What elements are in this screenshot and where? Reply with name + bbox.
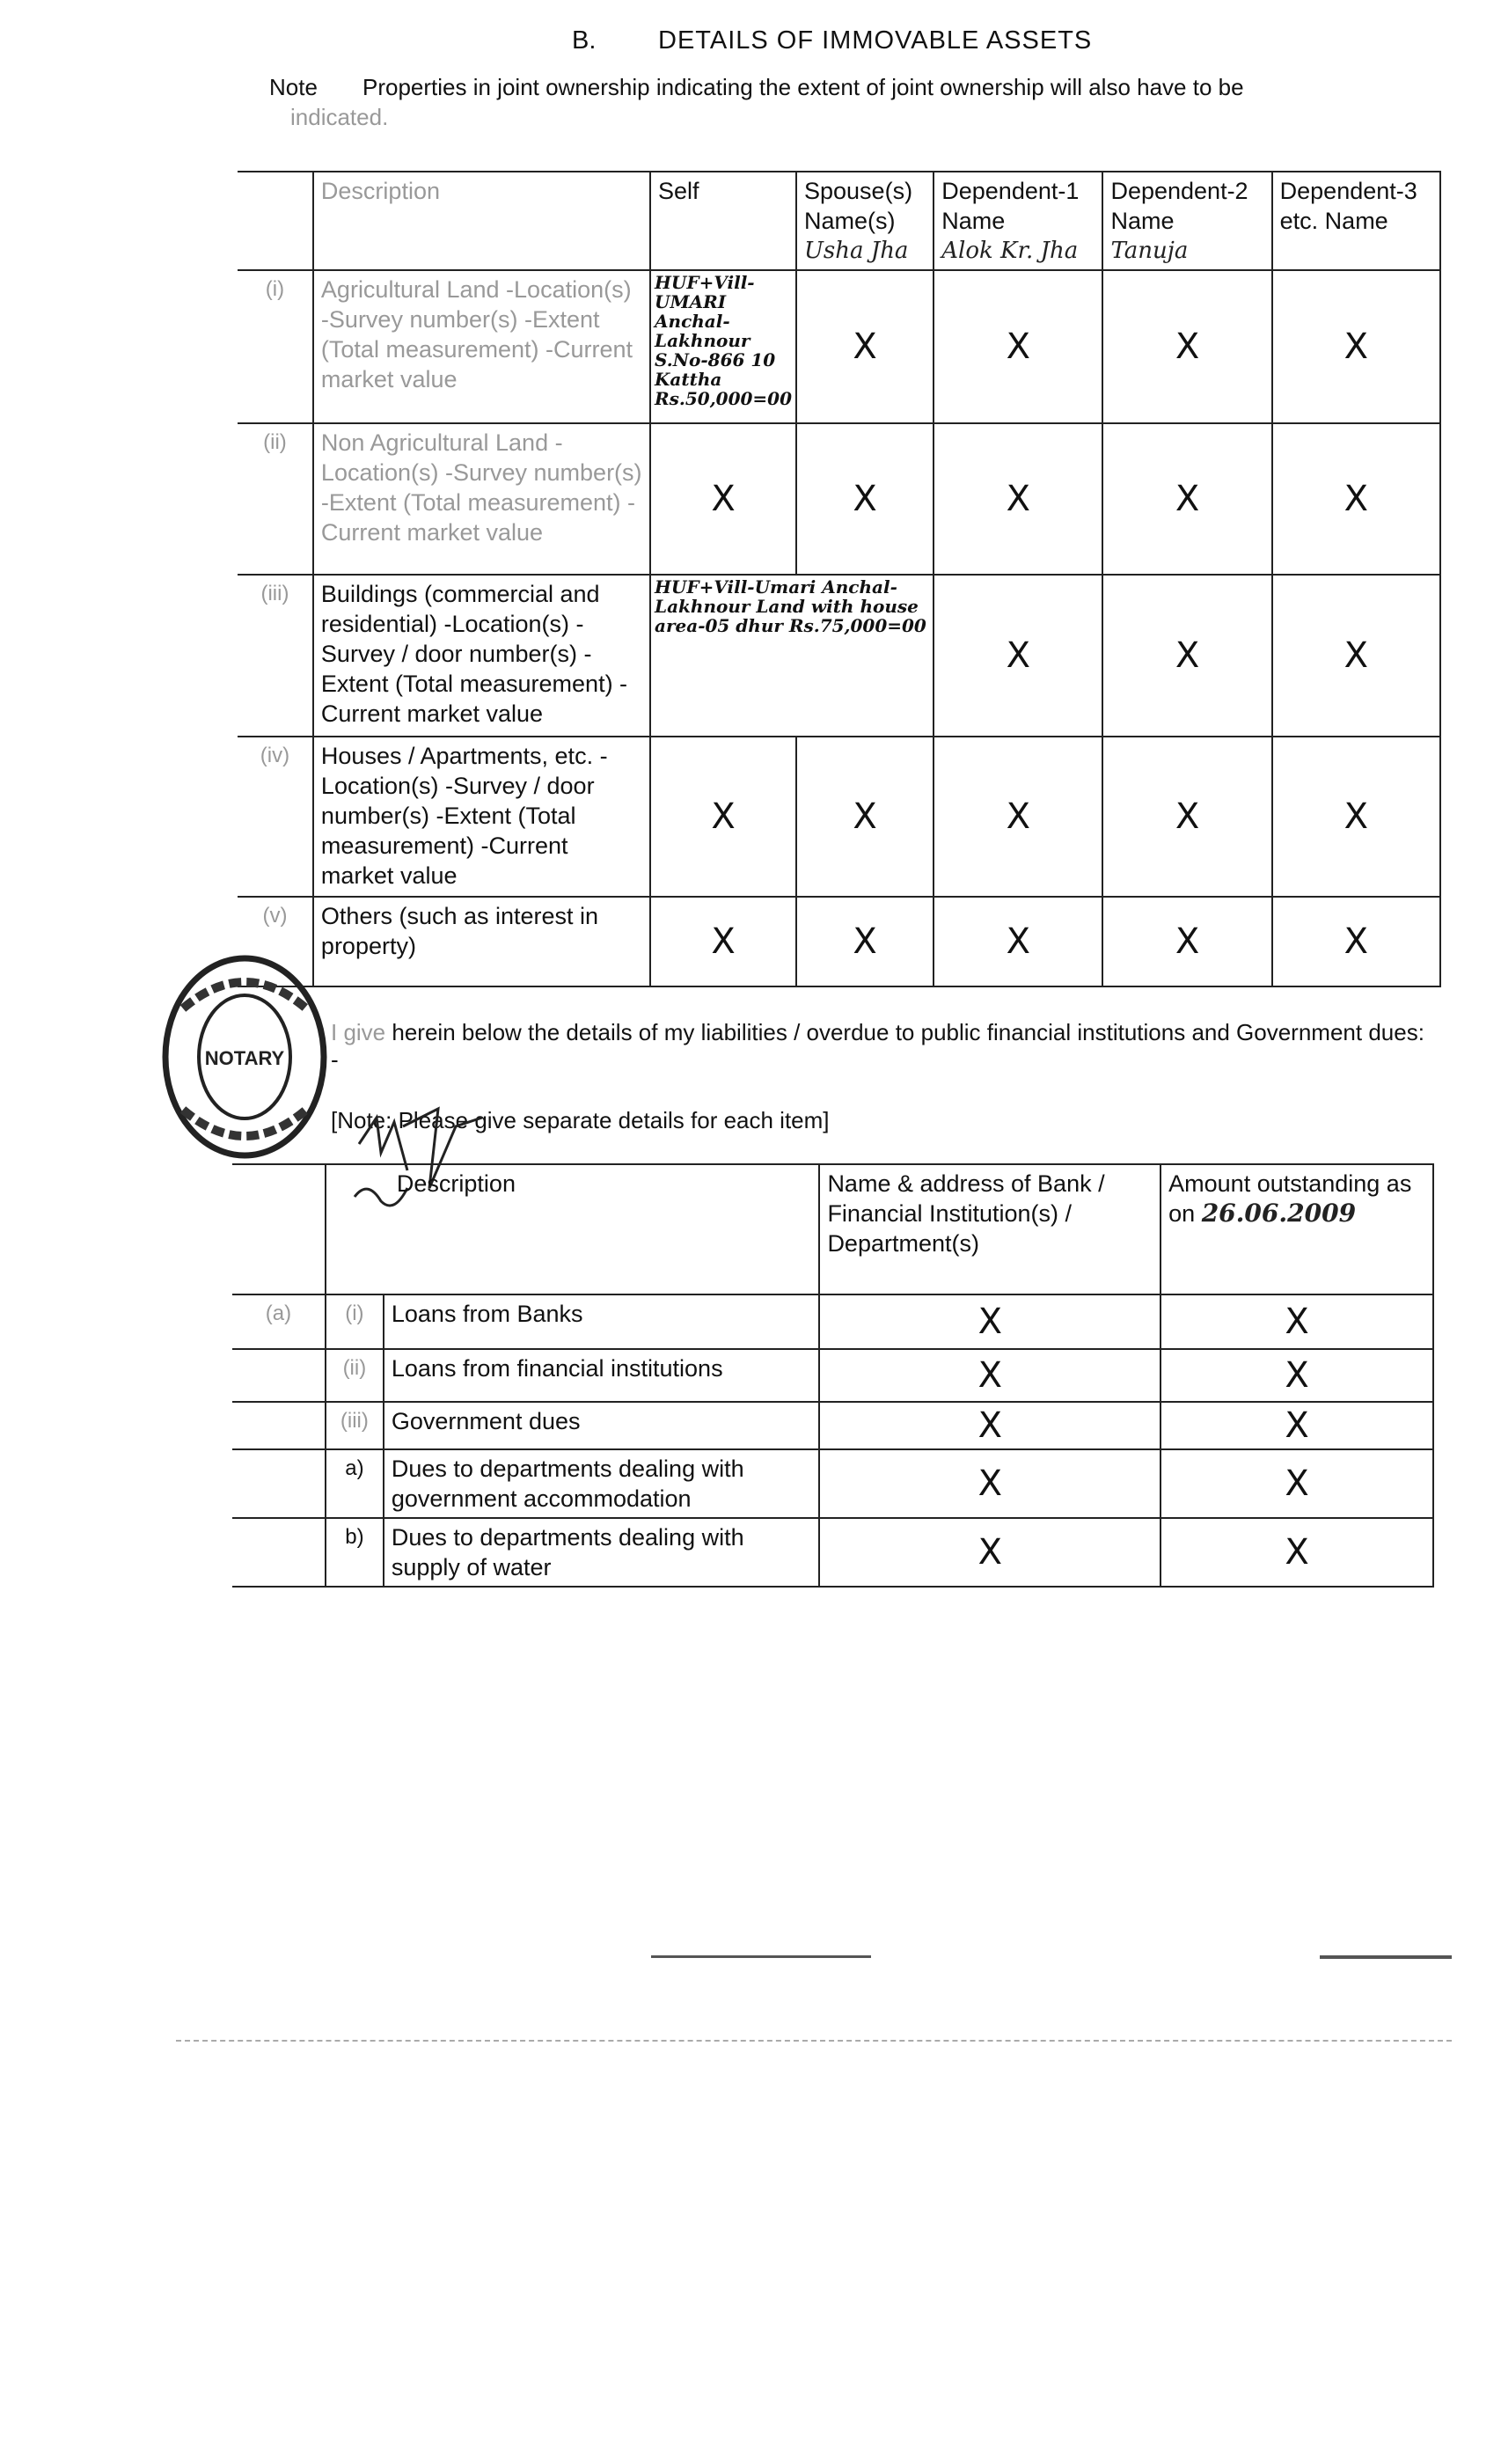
amount-mark: X xyxy=(1161,1349,1433,1402)
row-description: Loans from Banks xyxy=(384,1294,820,1349)
row-description: Dues to departments dealing with government accommodation xyxy=(384,1449,820,1518)
row-sub-number: a) xyxy=(326,1449,384,1518)
stamp-text: NOTARY xyxy=(204,1047,285,1069)
liability-row xyxy=(232,1349,1433,1402)
row-number: (v) xyxy=(238,897,313,986)
bank-mark: X xyxy=(819,1349,1161,1402)
amount-mark: X xyxy=(1161,1449,1433,1518)
dependent-2-mark: X xyxy=(1102,270,1271,423)
dependent-2-mark: X xyxy=(1102,575,1271,737)
header-description: Description xyxy=(313,172,650,270)
self-value: HUF+Vill-UMARI Anchal-Lakhnour S.No-866 10 Kattha Rs.50,000=00 xyxy=(650,270,796,423)
liabilities-intro-prefix: I give xyxy=(331,1019,386,1045)
row-number: (a) xyxy=(232,1294,326,1349)
header-dependent-3: Dependent-3 etc. Name xyxy=(1272,172,1440,270)
header-bank: Name & address of Bank / Financial Institution(s) / Department(s) xyxy=(819,1164,1161,1294)
row-sub-number: (i) xyxy=(326,1294,384,1349)
dependent-1-name: Alok Kr. Jha xyxy=(941,238,1079,264)
note-label: Note xyxy=(269,74,318,100)
amount-mark: X xyxy=(1161,1518,1433,1587)
bank-mark: X xyxy=(819,1294,1161,1349)
liability-row xyxy=(232,1518,1433,1587)
row-number: (ii) xyxy=(238,423,313,575)
liabilities-intro xyxy=(331,1019,1431,1074)
header-description: Description xyxy=(326,1164,820,1294)
assets-header-row xyxy=(238,172,1440,270)
liability-row xyxy=(232,1402,1433,1449)
dependent-3-mark: X xyxy=(1272,897,1440,986)
bank-mark: X xyxy=(819,1518,1161,1587)
amount-mark: X xyxy=(1161,1402,1433,1449)
header-dependent-2: Dependent-2 Name Tanuja xyxy=(1102,172,1271,270)
scan-artifact-line xyxy=(176,2040,1452,2042)
row-number: (iv) xyxy=(238,737,313,897)
liabilities-table xyxy=(232,1163,1434,1588)
dependent-1-mark: X xyxy=(934,270,1102,423)
row-sub-number: (ii) xyxy=(326,1349,384,1402)
row-description: Government dues xyxy=(384,1402,820,1449)
row-number: (i) xyxy=(238,270,313,423)
row-description: Others (such as interest in property) xyxy=(313,897,650,986)
amount-date: 26.06.2009 xyxy=(1201,1199,1357,1228)
dependent-2-mark: X xyxy=(1102,423,1271,575)
row-description: Non Agricultural Land -Location(s) -Survey number(s) -Extent (Total measurement) -Current market value xyxy=(313,423,650,575)
row-description: Buildings (commercial and residential) -Location(s) -Survey / door number(s) -Extent (Total measurement) -Current market value xyxy=(313,575,650,737)
asset-row-non-agricultural xyxy=(238,423,1440,575)
row-number xyxy=(232,1518,326,1587)
header-dependent-1: Dependent-1 Name Alok Kr. Jha xyxy=(934,172,1102,270)
asset-row-agricultural xyxy=(238,270,1440,423)
immovable-assets-table xyxy=(238,171,1441,987)
dependent-1-mark: X xyxy=(934,423,1102,575)
row-description: Agricultural Land -Location(s) -Survey number(s) -Extent (Total measurement) -Current market value xyxy=(313,270,650,423)
header-amount: Amount outstanding as on 26.06.2009 xyxy=(1161,1164,1433,1294)
liabilities-intro-text: herein below the details of my liabilities / overdue to public financial institutions and Government dues: - xyxy=(331,1019,1424,1073)
liabilities-note: [Note: Please give separate details for each item] xyxy=(331,1107,830,1133)
spouse-name: Usha Jha xyxy=(804,238,909,264)
self-mark: X xyxy=(650,897,796,986)
row-description: Loans from financial institutions xyxy=(384,1349,820,1402)
dependent-3-mark: X xyxy=(1272,270,1440,423)
self-mark: X xyxy=(650,423,796,575)
liability-row xyxy=(232,1294,1433,1349)
header-spouse: Spouse(s) Name(s) Usha Jha xyxy=(796,172,934,270)
row-sub-number: b) xyxy=(326,1518,384,1587)
row-number xyxy=(232,1402,326,1449)
liabilities-header-row xyxy=(232,1164,1433,1294)
row-number xyxy=(232,1449,326,1518)
self-mark: X xyxy=(650,737,796,897)
asset-row-buildings xyxy=(238,575,1440,737)
bank-mark: X xyxy=(819,1402,1161,1449)
bank-mark: X xyxy=(819,1449,1161,1518)
row-description: Dues to departments dealing with supply of water xyxy=(384,1518,820,1587)
spouse-mark: X xyxy=(796,897,934,986)
asset-row-houses xyxy=(238,737,1440,897)
dependent-1-mark: X xyxy=(934,737,1102,897)
spouse-mark: X xyxy=(796,270,934,423)
self-value: HUF+Vill-Umari Anchal-Lakhnour Land with house area-05 dhur Rs.75,000=00 xyxy=(650,575,934,737)
dependent-2-mark: X xyxy=(1102,737,1271,897)
asset-row-others xyxy=(238,897,1440,986)
liability-row xyxy=(232,1449,1433,1518)
amount-mark: X xyxy=(1161,1294,1433,1349)
dependent-3-mark: X xyxy=(1272,737,1440,897)
header-self: Self xyxy=(650,172,796,270)
note-continuation: indicated. xyxy=(290,104,389,130)
dependent-3-mark: X xyxy=(1272,423,1440,575)
note-text: Properties in joint ownership indicating the extent of joint ownership will also have to be xyxy=(362,74,1244,100)
scan-artifact-line xyxy=(651,1955,871,1958)
dependent-1-mark: X xyxy=(934,897,1102,986)
spouse-mark: X xyxy=(796,737,934,897)
row-description: Houses / Apartments, etc. -Location(s) -Survey / door number(s) -Extent (Total measurement) -Current market value xyxy=(313,737,650,897)
dependent-1-mark: X xyxy=(934,575,1102,737)
dependent-3-mark: X xyxy=(1272,575,1440,737)
row-sub-number: (iii) xyxy=(326,1402,384,1449)
row-number: (iii) xyxy=(238,575,313,737)
dependent-2-mark: X xyxy=(1102,897,1271,986)
row-number xyxy=(232,1349,326,1402)
spouse-mark: X xyxy=(796,423,934,575)
section-letter: B. xyxy=(572,26,597,55)
notary-stamp-icon xyxy=(157,947,333,1167)
dependent-2-name: Tanuja xyxy=(1110,238,1189,264)
scan-artifact-line xyxy=(1320,1955,1452,1959)
page-title: DETAILS OF IMMOVABLE ASSETS xyxy=(658,26,1093,55)
